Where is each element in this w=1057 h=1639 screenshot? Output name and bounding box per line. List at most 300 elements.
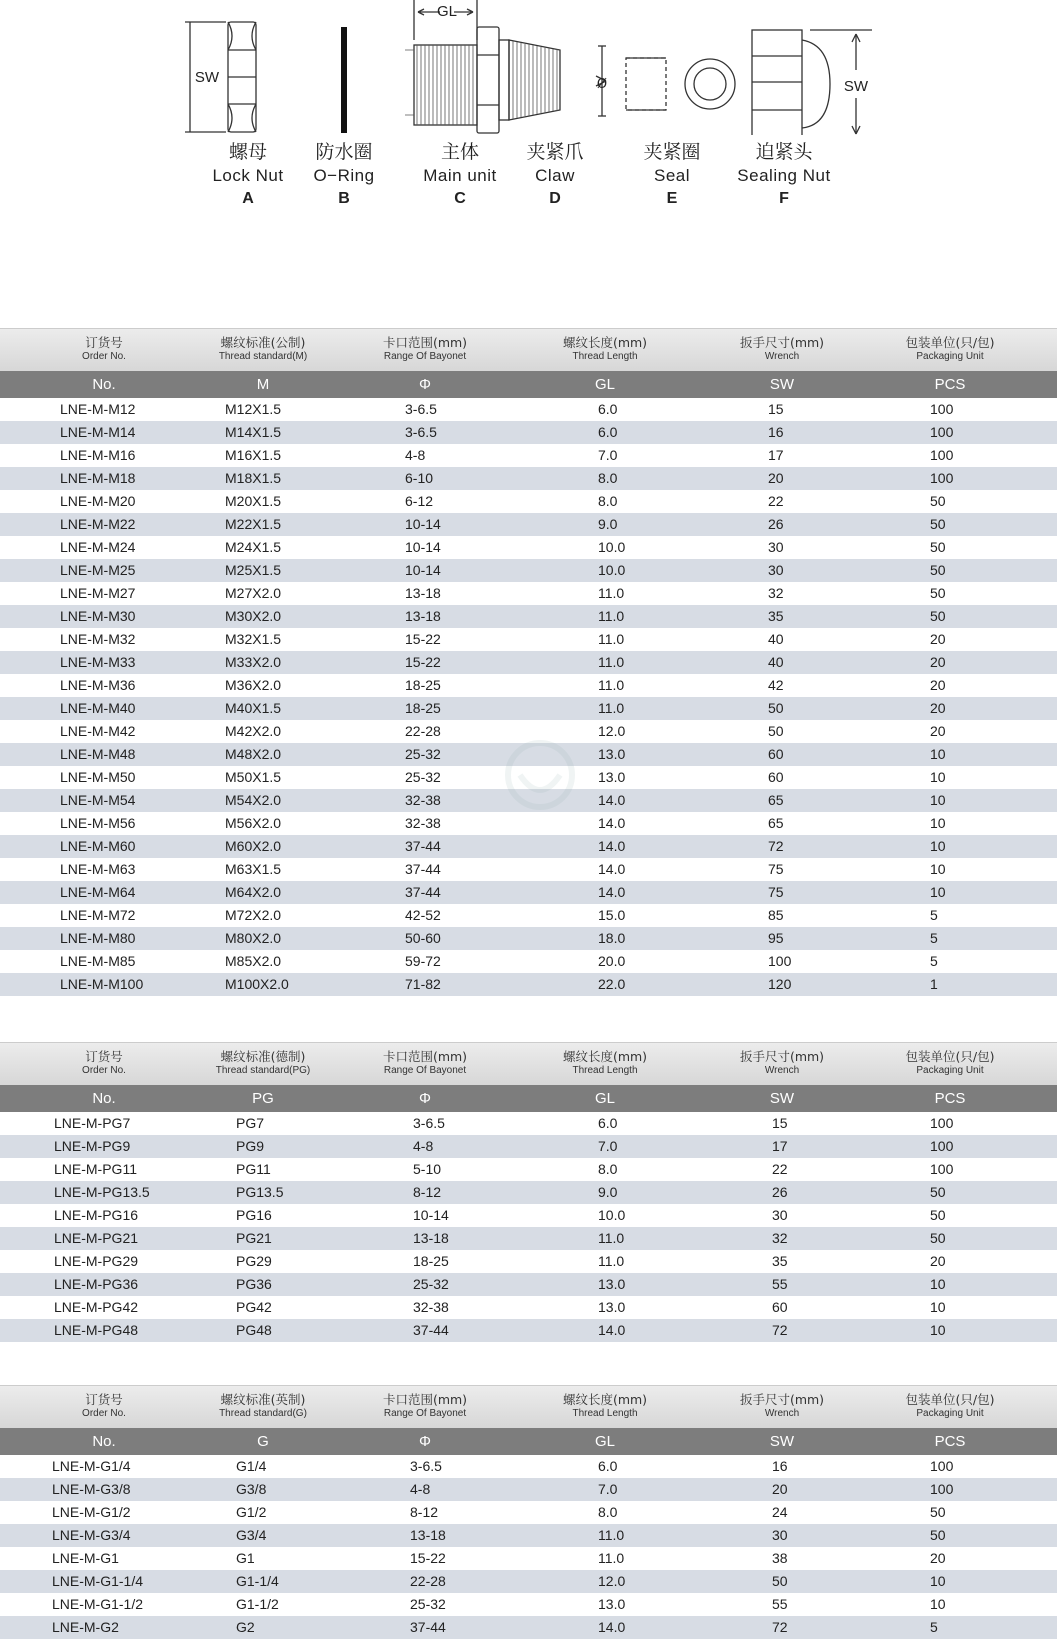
- cell-packaging: 50: [930, 1527, 946, 1543]
- header-packaging: [870, 1049, 1030, 1077]
- table-row: [0, 1478, 1057, 1501]
- cell-order-no: LNE-M-M80: [60, 930, 136, 946]
- subheader-thread: M: [256, 376, 270, 393]
- cell-packaging: 50: [930, 493, 946, 509]
- cell-bayonet: 3-6.5: [413, 1115, 445, 1131]
- cell-thread-length: 12.0: [598, 1573, 626, 1589]
- header-thread-cn: 螺纹标准(英制): [220, 1392, 306, 1407]
- cell-thread-length: 10.0: [598, 539, 626, 555]
- cell-thread-length: 7.0: [598, 447, 618, 463]
- cell-thread-length: 13.0: [598, 1299, 626, 1315]
- cell-thread: M24X1.5: [225, 539, 282, 555]
- cell-packaging: 5: [930, 930, 938, 946]
- cell-bayonet: 10-14: [405, 562, 441, 578]
- cell-order-no: LNE-M-M48: [60, 746, 136, 762]
- exploded-diagram: [0, 0, 1057, 230]
- table-header: [0, 1385, 1057, 1428]
- cell-packaging: 50: [930, 585, 946, 601]
- cell-bayonet: 4-8: [413, 1138, 434, 1154]
- table-row: [0, 1296, 1057, 1319]
- table-row: [0, 904, 1057, 927]
- cell-bayonet: 18-25: [405, 700, 441, 716]
- cell-bayonet: 18-25: [405, 677, 441, 693]
- cell-wrench: 38: [772, 1550, 788, 1566]
- cell-thread-length: 7.0: [598, 1481, 618, 1497]
- cell-bayonet: 15-22: [405, 654, 441, 670]
- table-row: [0, 1181, 1057, 1204]
- table-row: [0, 1593, 1057, 1616]
- cell-order-no: LNE-M-PG7: [54, 1115, 131, 1131]
- o-ring-drawing: [341, 27, 347, 133]
- cell-wrench: 20: [768, 470, 784, 486]
- cell-thread-length: 14.0: [598, 792, 626, 808]
- cell-wrench: 55: [772, 1276, 788, 1292]
- cell-order-no: LNE-M-G1-1/4: [52, 1573, 144, 1589]
- cell-thread: PG13.5: [236, 1184, 284, 1200]
- cell-order-no: LNE-M-M14: [60, 424, 136, 440]
- header-order-no-en: Order No.: [82, 351, 126, 362]
- table-row: [0, 674, 1057, 697]
- metric-thread-table: [0, 328, 1057, 996]
- cell-wrench: 30: [772, 1207, 788, 1223]
- header-order-no-en: Order No.: [82, 1065, 126, 1076]
- table-row: [0, 1227, 1057, 1250]
- subheader-order-no: No.: [92, 1433, 116, 1450]
- cell-thread-length: 6.0: [598, 424, 618, 440]
- cell-thread: M100X2.0: [225, 976, 289, 992]
- cell-wrench: 40: [768, 654, 784, 670]
- cell-thread-length: 10.0: [598, 1207, 626, 1223]
- header-wrench: [702, 1049, 862, 1077]
- header-packaging-en: Packaging Unit: [916, 1408, 984, 1419]
- table-row: [0, 927, 1057, 950]
- cell-packaging: 50: [930, 562, 946, 578]
- cell-thread: G1-1/4: [236, 1573, 279, 1589]
- cell-bayonet: 10-14: [405, 539, 441, 555]
- table-row: [0, 605, 1057, 628]
- cell-bayonet: 71-82: [405, 976, 441, 992]
- cell-order-no: LNE-M-M63: [60, 861, 136, 877]
- table-row: [0, 651, 1057, 674]
- cell-thread: PG29: [236, 1253, 272, 1269]
- cell-wrench: 32: [768, 585, 784, 601]
- cell-thread-length: 11.0: [598, 1550, 625, 1566]
- cell-wrench: 85: [768, 907, 784, 923]
- cell-order-no: LNE-M-PG13.5: [54, 1184, 150, 1200]
- cell-bayonet: 22-28: [410, 1573, 446, 1589]
- table-header: [0, 328, 1057, 371]
- cell-bayonet: 37-44: [413, 1322, 449, 1338]
- cell-packaging: 100: [930, 1481, 954, 1497]
- cell-order-no: LNE-M-M100: [60, 976, 144, 992]
- cell-wrench: 72: [768, 838, 784, 854]
- cell-order-no: LNE-M-PG29: [54, 1253, 139, 1269]
- cell-thread: M12X1.5: [225, 401, 282, 417]
- subheader-wrench: SW: [769, 1433, 795, 1450]
- cell-thread-length: 20.0: [598, 953, 626, 969]
- cell-thread-length: 8.0: [598, 470, 618, 486]
- cell-thread-length: 9.0: [598, 1184, 618, 1200]
- part-b-cn: 防水圈: [315, 141, 373, 163]
- cell-thread: M60X2.0: [225, 838, 282, 854]
- cell-order-no: LNE-M-M12: [60, 401, 136, 417]
- header-packaging-cn: 包装单位(只/包): [905, 335, 995, 350]
- cell-wrench: 55: [772, 1596, 788, 1612]
- pg-thread-table: [0, 1042, 1057, 1342]
- cell-order-no: LNE-M-G1: [52, 1550, 119, 1566]
- cell-order-no: LNE-M-M36: [60, 677, 136, 693]
- cell-thread: M85X2.0: [225, 953, 282, 969]
- cell-thread: M54X2.0: [225, 792, 282, 808]
- header-bayonet-cn: 卡口范围(mm): [382, 335, 468, 350]
- header-order-no: [24, 1392, 184, 1420]
- cell-thread-length: 6.0: [598, 1458, 618, 1474]
- subheader-packaging: PCS: [934, 1090, 966, 1107]
- cell-thread-length: 9.0: [598, 516, 618, 532]
- header-wrench-cn: 扳手尺寸(mm): [739, 335, 825, 350]
- cell-order-no: LNE-M-PG16: [54, 1207, 139, 1223]
- cell-wrench: 65: [768, 792, 784, 808]
- subheader-thread: PG: [252, 1090, 274, 1107]
- cell-bayonet: 3-6.5: [405, 401, 437, 417]
- cell-thread-length: 14.0: [598, 815, 626, 831]
- header-packaging: [870, 335, 1030, 363]
- cell-order-no: LNE-M-M33: [60, 654, 136, 670]
- cell-thread-length: 11.0: [598, 1527, 625, 1543]
- subheader-wrench: SW: [769, 376, 795, 393]
- table-row: [0, 1158, 1057, 1181]
- cell-thread: G1-1/2: [236, 1596, 279, 1612]
- cell-order-no: LNE-M-M32: [60, 631, 136, 647]
- header-packaging-en: Packaging Unit: [916, 1065, 984, 1076]
- header-order-no: [24, 1049, 184, 1077]
- part-f-en: Sealing Nut: [737, 166, 831, 185]
- cell-thread-length: 8.0: [598, 493, 618, 509]
- cell-packaging: 10: [930, 1276, 946, 1292]
- cell-bayonet: 25-32: [405, 769, 441, 785]
- cell-bayonet: 37-44: [405, 884, 441, 900]
- table-row: [0, 973, 1057, 996]
- cell-bayonet: 10-14: [405, 516, 441, 532]
- cell-packaging: 20: [930, 723, 946, 739]
- header-order-no: [24, 335, 184, 363]
- table-row: [0, 513, 1057, 536]
- cell-bayonet: 15-22: [410, 1550, 446, 1566]
- cell-thread: M40X1.5: [225, 700, 282, 716]
- table-row: [0, 421, 1057, 444]
- cell-wrench: 65: [768, 815, 784, 831]
- table-row: [0, 1319, 1057, 1342]
- cell-order-no: LNE-M-M50: [60, 769, 136, 785]
- cell-order-no: LNE-M-PG11: [54, 1161, 137, 1177]
- cell-packaging: 10: [930, 815, 946, 831]
- header-wrench: [702, 335, 862, 363]
- main-unit-drawing: [414, 0, 560, 133]
- header-order-no-cn: 订货号: [85, 335, 123, 350]
- cell-wrench: 15: [772, 1115, 788, 1131]
- cell-bayonet: 8-12: [410, 1504, 439, 1520]
- header-bayonet-en: Range Of Bayonet: [383, 1065, 467, 1076]
- cell-order-no: LNE-M-M42: [60, 723, 136, 739]
- cell-wrench: 16: [768, 424, 784, 440]
- cell-thread: M56X2.0: [225, 815, 282, 831]
- cell-packaging: 10: [930, 792, 946, 808]
- cell-bayonet: 37-44: [410, 1619, 446, 1635]
- header-packaging-cn: 包装单位(只/包): [905, 1392, 995, 1407]
- part-a-cn: 螺母: [228, 141, 267, 163]
- table-row: [0, 1524, 1057, 1547]
- cell-bayonet: 18-25: [413, 1253, 449, 1269]
- cell-thread: M80X2.0: [225, 930, 282, 946]
- cell-wrench: 72: [772, 1619, 788, 1635]
- table-row: [0, 858, 1057, 881]
- table-header: [0, 1042, 1057, 1085]
- cell-thread-length: 11.0: [598, 677, 625, 693]
- header-order-no-en: Order No.: [82, 1408, 126, 1419]
- cell-order-no: LNE-M-G1-1/2: [52, 1596, 144, 1612]
- cell-wrench: 22: [772, 1161, 788, 1177]
- cell-thread-length: 14.0: [598, 1322, 626, 1338]
- cell-order-no: LNE-M-M60: [60, 838, 136, 854]
- cell-packaging: 50: [930, 1207, 946, 1223]
- cell-order-no: LNE-M-M27: [60, 585, 136, 601]
- header-thread: [183, 1049, 343, 1077]
- cell-packaging: 10: [930, 769, 946, 785]
- cell-bayonet: 22-28: [405, 723, 441, 739]
- header-packaging-cn: 包装单位(只/包): [905, 1049, 995, 1064]
- cell-bayonet: 5-10: [413, 1161, 442, 1177]
- table-row: [0, 1616, 1057, 1639]
- cell-bayonet: 13-18: [410, 1527, 446, 1543]
- cell-bayonet: 13-18: [413, 1230, 449, 1246]
- subheader-bayonet: Φ: [419, 376, 431, 393]
- cell-thread: G3/8: [236, 1481, 267, 1497]
- cell-bayonet: 50-60: [405, 930, 441, 946]
- cell-thread-length: 8.0: [598, 1504, 618, 1520]
- part-b-en: O−Ring: [313, 166, 375, 185]
- cell-thread-length: 8.0: [598, 1161, 618, 1177]
- table-row: [0, 1570, 1057, 1593]
- table-subheader: [0, 1085, 1057, 1112]
- cell-wrench: 15: [768, 401, 784, 417]
- cell-packaging: 100: [930, 1458, 954, 1474]
- cell-packaging: 10: [930, 1322, 946, 1338]
- parts-drawing: [0, 0, 1057, 135]
- cell-thread-length: 13.0: [598, 746, 626, 762]
- thread-lines: [405, 41, 557, 125]
- header-thread-en: Thread standard(PG): [215, 1065, 311, 1076]
- cell-order-no: LNE-M-PG21: [54, 1230, 139, 1246]
- header-bayonet: [345, 1392, 505, 1420]
- cell-thread-length: 11.0: [598, 585, 625, 601]
- cell-order-no: LNE-M-M64: [60, 884, 136, 900]
- header-thread-length: [525, 335, 685, 363]
- subheader-packaging: PCS: [934, 376, 966, 393]
- table-row: [0, 628, 1057, 651]
- cell-order-no: LNE-M-M20: [60, 493, 136, 509]
- cell-thread: M16X1.5: [225, 447, 282, 463]
- cell-thread: PG7: [236, 1115, 265, 1131]
- cell-thread: M22X1.5: [225, 516, 282, 532]
- part-e-en: Seal: [653, 166, 691, 185]
- cell-wrench: 72: [772, 1322, 788, 1338]
- cell-thread-length: 13.0: [598, 769, 626, 785]
- cell-wrench: 17: [768, 447, 784, 463]
- header-thread: [183, 1392, 343, 1420]
- cell-packaging: 50: [930, 1230, 946, 1246]
- cell-thread: M32X1.5: [225, 631, 282, 647]
- cell-order-no: LNE-M-G2: [52, 1619, 119, 1635]
- seal-drawing: [596, 46, 735, 116]
- header-order-no-cn: 订货号: [85, 1049, 123, 1064]
- cell-packaging: 20: [930, 700, 946, 716]
- cell-packaging: 50: [930, 1504, 946, 1520]
- part-d-letter: D: [549, 190, 561, 207]
- subheader-order-no: No.: [92, 376, 116, 393]
- cell-wrench: 50: [768, 700, 784, 716]
- cell-bayonet: 25-32: [413, 1276, 449, 1292]
- cell-thread: G1/2: [236, 1504, 267, 1520]
- cell-packaging: 20: [930, 1253, 946, 1269]
- gl-label: GL: [436, 3, 458, 20]
- header-order-no-cn: 订货号: [85, 1392, 123, 1407]
- cell-wrench: 26: [768, 516, 784, 532]
- header-bayonet-en: Range Of Bayonet: [383, 351, 467, 362]
- cell-thread-length: 22.0: [598, 976, 626, 992]
- cell-thread: PG42: [236, 1299, 272, 1315]
- part-e-letter: E: [666, 190, 678, 207]
- cell-order-no: LNE-M-M24: [60, 539, 136, 555]
- cell-order-no: LNE-M-PG36: [54, 1276, 139, 1292]
- cell-packaging: 1: [930, 976, 938, 992]
- cell-packaging: 50: [930, 539, 946, 555]
- table-row: [0, 582, 1057, 605]
- cell-bayonet: 4-8: [405, 447, 426, 463]
- part-f-cn: 迫紧头: [755, 141, 813, 163]
- cell-packaging: 50: [930, 516, 946, 532]
- cell-packaging: 10: [930, 746, 946, 762]
- cell-thread-length: 14.0: [598, 884, 626, 900]
- cell-thread: M64X2.0: [225, 884, 282, 900]
- cell-order-no: LNE-M-PG48: [54, 1322, 139, 1338]
- cell-wrench: 50: [768, 723, 784, 739]
- cell-bayonet: 32-38: [413, 1299, 449, 1315]
- table-row: [0, 536, 1057, 559]
- cell-order-no: LNE-M-M25: [60, 562, 136, 578]
- header-thread-length-cn: 螺纹长度(mm): [562, 1049, 648, 1064]
- cell-wrench: 42: [768, 677, 784, 693]
- sw-right-label: SW: [843, 78, 869, 95]
- cell-thread-length: 18.0: [598, 930, 626, 946]
- cell-order-no: LNE-M-M30: [60, 608, 136, 624]
- table-row: [0, 490, 1057, 513]
- cell-thread-length: 11.0: [598, 608, 625, 624]
- cell-thread-length: 6.0: [598, 1115, 618, 1131]
- cell-packaging: 20: [930, 654, 946, 670]
- cell-thread: G2: [236, 1619, 255, 1635]
- cell-thread: M50X1.5: [225, 769, 282, 785]
- subheader-packaging: PCS: [934, 1433, 966, 1450]
- cell-bayonet: 10-14: [413, 1207, 449, 1223]
- table-row: [0, 1501, 1057, 1524]
- cell-thread-length: 14.0: [598, 861, 626, 877]
- cell-thread-length: 13.0: [598, 1596, 626, 1612]
- cell-thread-length: 6.0: [598, 401, 618, 417]
- subheader-thread-length: GL: [594, 1433, 615, 1450]
- cell-wrench: 30: [768, 539, 784, 555]
- cell-packaging: 10: [930, 884, 946, 900]
- cell-wrench: 22: [768, 493, 784, 509]
- cell-packaging: 100: [930, 1138, 954, 1154]
- cell-wrench: 120: [768, 976, 792, 992]
- header-thread: [183, 335, 343, 363]
- header-thread-length-en: Thread Length: [572, 1065, 638, 1076]
- cell-packaging: 20: [930, 631, 946, 647]
- cell-packaging: 10: [930, 1596, 946, 1612]
- header-thread-length-cn: 螺纹长度(mm): [562, 1392, 648, 1407]
- cell-order-no: LNE-M-M56: [60, 815, 136, 831]
- cell-order-no: LNE-M-M85: [60, 953, 136, 969]
- header-packaging: [870, 1392, 1030, 1420]
- header-wrench: [702, 1392, 862, 1420]
- cell-thread: M48X2.0: [225, 746, 282, 762]
- cell-packaging: 100: [930, 401, 954, 417]
- cell-order-no: LNE-M-M54: [60, 792, 136, 808]
- part-d-en: Claw: [535, 166, 575, 185]
- cell-thread-length: 11.0: [598, 700, 625, 716]
- cell-thread: M36X2.0: [225, 677, 282, 693]
- cell-wrench: 35: [772, 1253, 788, 1269]
- header-thread-length: [525, 1049, 685, 1077]
- cell-wrench: 60: [772, 1299, 788, 1315]
- cell-wrench: 60: [768, 769, 784, 785]
- header-thread-length-en: Thread Length: [572, 1408, 638, 1419]
- cell-thread: PG9: [236, 1138, 265, 1154]
- cell-thread: PG16: [236, 1207, 272, 1223]
- cell-thread: M20X1.5: [225, 493, 282, 509]
- table-row: [0, 1112, 1057, 1135]
- cell-thread: PG36: [236, 1276, 272, 1292]
- cell-order-no: LNE-M-M16: [60, 447, 136, 463]
- cell-thread-length: 11.0: [598, 1230, 625, 1246]
- header-wrench-en: Wrench: [764, 1065, 800, 1076]
- table-row: [0, 1455, 1057, 1478]
- table-row: [0, 1547, 1057, 1570]
- cell-thread-length: 7.0: [598, 1138, 618, 1154]
- cell-packaging: 10: [930, 861, 946, 877]
- cell-order-no: LNE-M-PG42: [54, 1299, 139, 1315]
- cell-bayonet: 37-44: [405, 861, 441, 877]
- table-row: [0, 950, 1057, 973]
- cell-bayonet: 25-32: [410, 1596, 446, 1612]
- cell-wrench: 16: [772, 1458, 788, 1474]
- cell-thread: PG21: [236, 1230, 272, 1246]
- cell-bayonet: 37-44: [405, 838, 441, 854]
- cell-order-no: LNE-M-G3/4: [52, 1527, 131, 1543]
- table-row: [0, 444, 1057, 467]
- cell-thread: G1: [236, 1550, 255, 1566]
- cell-packaging: 100: [930, 470, 954, 486]
- cell-wrench: 30: [772, 1527, 788, 1543]
- header-bayonet-en: Range Of Bayonet: [383, 1408, 467, 1419]
- header-wrench-en: Wrench: [764, 351, 800, 362]
- table-subheader: [0, 1428, 1057, 1455]
- header-thread-length: [525, 1392, 685, 1420]
- cell-packaging: 50: [930, 1184, 946, 1200]
- subheader-thread-length: GL: [594, 376, 615, 393]
- header-thread-cn: 螺纹标准(德制): [220, 1049, 306, 1064]
- cell-packaging: 100: [930, 447, 954, 463]
